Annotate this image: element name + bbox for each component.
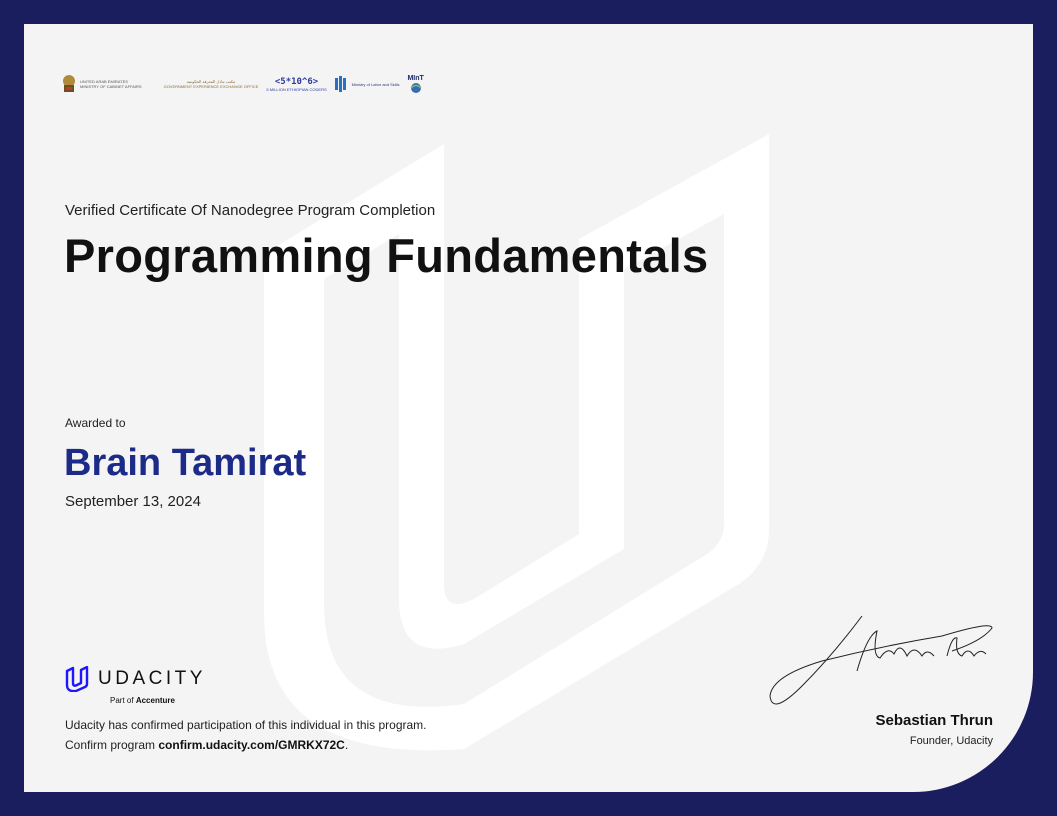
recipient-name: Brain Tamirat bbox=[64, 442, 307, 484]
udacity-logo-icon bbox=[64, 666, 90, 692]
confirmation-text bbox=[65, 715, 435, 755]
labor-logo-line: Ministry of Labor and Skills bbox=[351, 81, 400, 87]
accenture-label: Accenture bbox=[135, 696, 175, 705]
confirmation-link[interactable]: confirm.udacity.com/GMRKX72C bbox=[158, 738, 345, 752]
mint-logo bbox=[407, 64, 423, 104]
uae-logo-line-2: MINISTRY OF CABINET AFFAIRS bbox=[80, 84, 142, 89]
certificate-card bbox=[24, 24, 1033, 792]
udacity-brand bbox=[64, 666, 206, 692]
certificate-type: Verified Certificate Of Nanodegree Program Completion bbox=[65, 202, 436, 219]
award-date: September 13, 2024 bbox=[65, 493, 201, 510]
part-of-accenture bbox=[110, 696, 175, 705]
program-title: Programming Fundamentals bbox=[64, 229, 709, 282]
mint-globe-icon bbox=[409, 82, 423, 94]
part-of-label: Part of bbox=[110, 696, 134, 705]
confirmation-end: . bbox=[344, 738, 349, 752]
signatory-name: Sebastian Thrun bbox=[875, 712, 993, 729]
uae-logo-line-1: UNITED ARAB EMIRATES bbox=[80, 79, 128, 84]
coders-logo-line: 5 MILLION ETHIOPIAN CODERS bbox=[266, 86, 327, 92]
labor-ministry-icon bbox=[335, 76, 349, 92]
gex-logo-line-1: مكتب تبادل المعرفة الحكومية bbox=[186, 79, 236, 84]
signatory-role: Founder, Udacity bbox=[909, 735, 993, 747]
uae-ministry-logo bbox=[62, 64, 142, 104]
gex-logo-line-2: GOVERNMENT EXPERIENCE EXCHANGE OFFICE bbox=[163, 84, 259, 89]
signature-image bbox=[762, 596, 1002, 716]
ministry-labor-skills-logo bbox=[335, 64, 400, 104]
uae-emblem-icon bbox=[62, 74, 76, 94]
udacity-wordmark: UDACITY bbox=[98, 668, 206, 689]
confirmation-body: Udacity has confirmed participation of this individual in this program. Confirm program bbox=[65, 718, 427, 752]
mint-logo-text: MInT bbox=[407, 74, 424, 82]
partner-logos bbox=[62, 62, 427, 106]
awarded-label: Awarded to bbox=[65, 416, 126, 430]
gov-experience-exchange-logo bbox=[164, 64, 259, 104]
5-million-coders-logo bbox=[266, 64, 326, 104]
coders-logo-mark: <5*10^6> bbox=[274, 76, 319, 87]
